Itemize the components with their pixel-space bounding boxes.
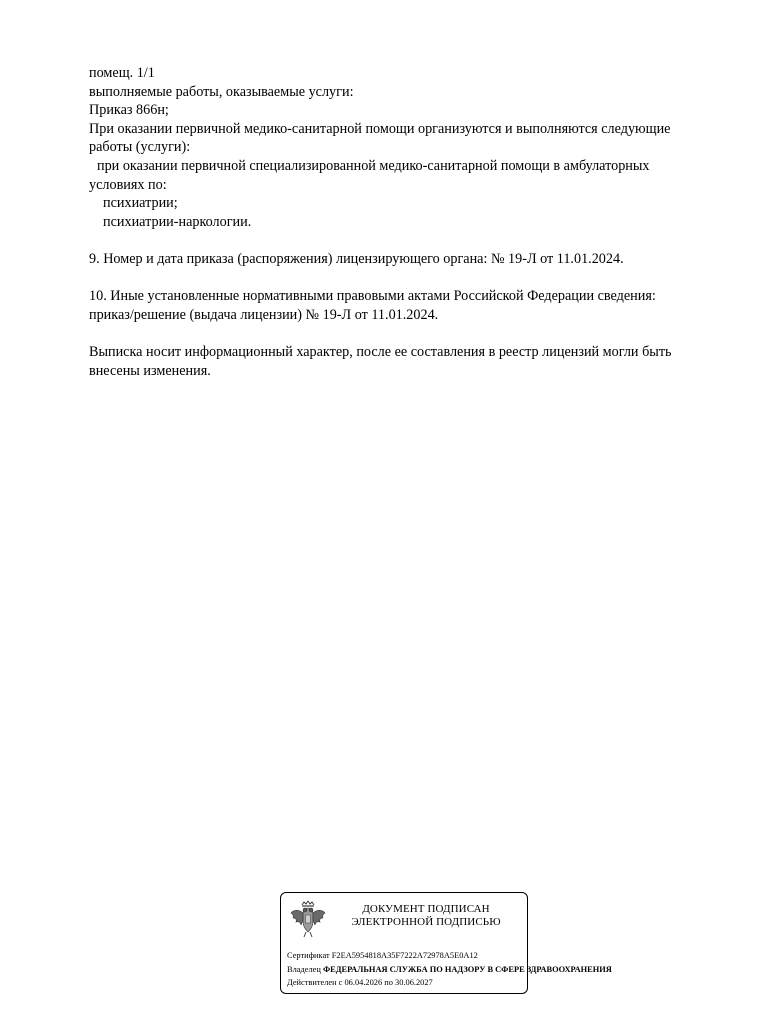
works-services-label: выполняемые работы, оказываемые услуги: (89, 83, 354, 100)
certificate-value: F2EA5954818A35F7222A72978A5E0A12 (331, 951, 478, 960)
primary-care-text-line-1: При оказании первичной медико-санитарной помощи организуются и выполняются следующие (89, 120, 671, 137)
disclaimer-line-2: внесены изменения. (89, 362, 211, 379)
section-10-line-2: приказ/решение (выдача лицензии) № 19-Л от 11.01.2024. (89, 306, 439, 323)
stamp-title (331, 903, 521, 929)
stamp-details (287, 949, 612, 990)
validity-row: Действителен с 06.04.2026 по 30.06.2027 (287, 978, 433, 987)
specialized-care-line-1: при оказании первичной специализированной медико-санитарной помощи в амбулаторных (97, 157, 650, 174)
certificate-label: Сертификат (287, 951, 330, 960)
electronic-signature-stamp (280, 892, 612, 994)
stamp-title-line-1: ДОКУМЕНТ ПОДПИСАН (362, 903, 490, 915)
certificate-row (287, 949, 587, 963)
owner-value: ФЕДЕРАЛЬНАЯ СЛУЖБА ПО НАДЗОРУ В СФЕРЕ ЗДРАВООХРАНЕНИЯ (322, 964, 612, 974)
section-9-order-info: 9. Номер и дата приказа (распоряжения) лицензирующего органа: № 19-Л от 11.01.2024. (89, 250, 624, 267)
stamp-title-line-2: ЭЛЕКТРОННОЙ ПОДПИСЬЮ (351, 916, 501, 928)
document-body (89, 64, 729, 380)
disclaimer-line-1: Выписка носит информационный характер, после ее составления в реестр лицензий могли быть (89, 343, 672, 360)
premises-line: помещ. 1/1 (89, 65, 155, 81)
service-item-psychiatry: психиатрии; (103, 195, 178, 212)
specialized-care-line-2: условиях по: (89, 176, 167, 193)
russian-coat-of-arms-icon (289, 899, 327, 939)
owner-row (287, 963, 612, 977)
service-item-narcology: психиатрии-наркологии. (103, 213, 252, 230)
section-10-line-1: 10. Иные установленные нормативными правовыми актами Российской Федерации сведения: (89, 288, 656, 305)
primary-care-text-line-2: работы (услуги): (89, 139, 191, 156)
owner-label: Владелец (287, 964, 321, 974)
order-reference: Приказ 866н; (89, 102, 169, 119)
